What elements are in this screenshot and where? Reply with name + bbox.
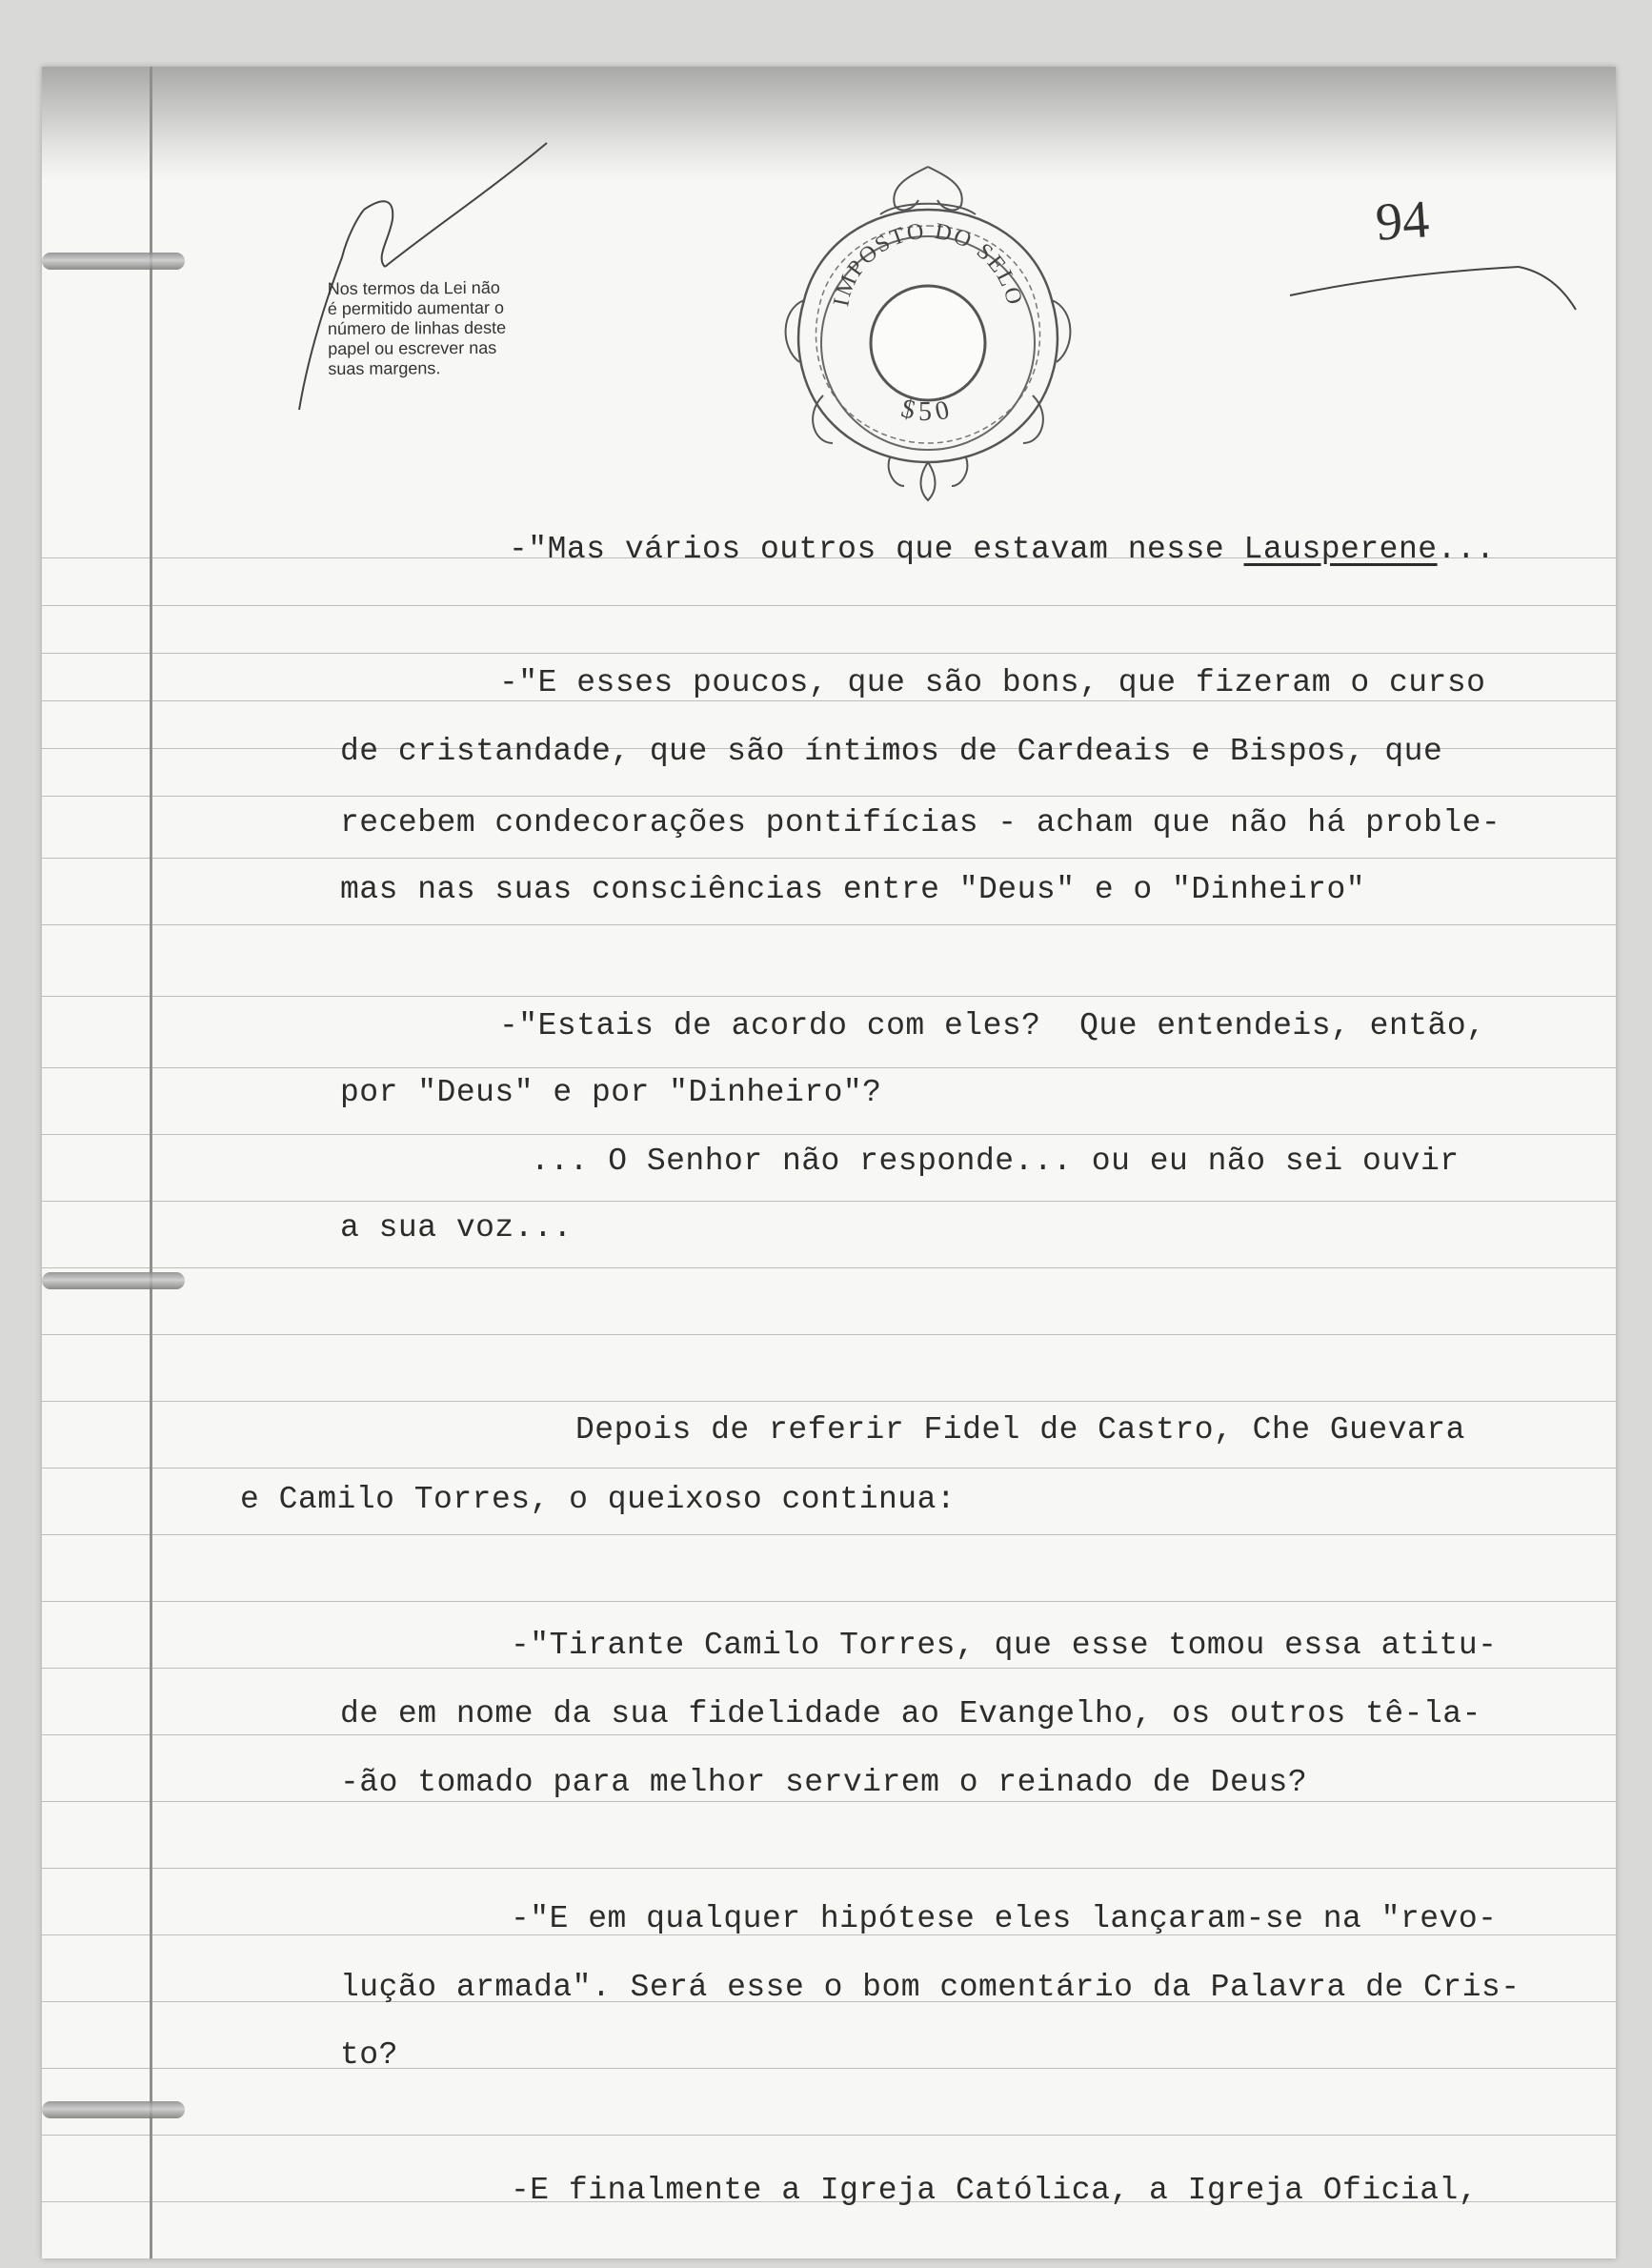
underlined-word: Lausperene: [1243, 532, 1438, 567]
ruled-line: [42, 1134, 1616, 1135]
ruled-line: [42, 1267, 1616, 1268]
stamp-value: $50: [897, 394, 958, 428]
body-line: de em nome da sua fidelidade ao Evangelho, os outros tê-la-: [340, 1696, 1481, 1731]
ruled-line: [42, 653, 1616, 654]
ruled-line: [42, 700, 1616, 701]
body-line: -ão tomado para melhor servirem o reinado de Deus?: [340, 1765, 1308, 1800]
binder-ring-mark: [42, 2101, 185, 2118]
ruled-line: [42, 996, 1616, 997]
notice-line: papel ou escrever nas: [328, 337, 497, 359]
ruled-line: [42, 1601, 1616, 1602]
handwritten-underline-mark: [1280, 229, 1585, 324]
page-number: 94: [1373, 190, 1432, 253]
body-text: ...: [1437, 532, 1496, 567]
ruled-line: [42, 1734, 1616, 1735]
tax-stamp-emblem: [766, 157, 1090, 519]
body-line: a sua voz...: [340, 1210, 573, 1245]
body-line: ... O Senhor não responde... ou eu não sei ouvir: [531, 1144, 1460, 1179]
body-line: Depois de referir Fidel de Castro, Che Guevara: [575, 1412, 1465, 1448]
binder-ring-mark: [42, 1272, 185, 1289]
legal-notice: [328, 277, 614, 379]
body-line: -"Estais de acordo com eles? Que entendeis, então,: [499, 1008, 1486, 1043]
ruled-line: [42, 1334, 1616, 1335]
ruled-line: [42, 2068, 1616, 2069]
ruled-line: [42, 858, 1616, 859]
body-line: -E finalmente a Igreja Católica, a Igreja Oficial,: [511, 2173, 1479, 2208]
ruled-line: [42, 605, 1616, 606]
ruled-line: [42, 1801, 1616, 1802]
margin-line: [150, 67, 152, 2258]
body-line: [509, 532, 1496, 567]
stamp-title: IMPOSTO DO SELO: [829, 218, 1027, 310]
body-line: mas nas suas consciências entre "Deus" e o "Dinheiro": [340, 872, 1366, 907]
document-page: [42, 67, 1616, 2258]
body-line: -"E esses poucos, que são bons, que fizeram o curso: [499, 665, 1486, 700]
ruled-line: [42, 796, 1616, 797]
notice-line: é permitido aumentar o: [327, 297, 505, 319]
notice-line: suas margens.: [328, 358, 441, 379]
body-line: lução armada". Será esse o bom comentário da Palavra de Cris-: [340, 1970, 1521, 2005]
notice-line: Nos termos da Lei não: [327, 277, 500, 299]
body-line: e Camilo Torres, o queixoso continua:: [240, 1482, 957, 1517]
ruled-line: [42, 1067, 1616, 1068]
ruled-line: [42, 1868, 1616, 1869]
body-text: -"Mas vários outros que estavam nesse: [509, 532, 1244, 567]
body-line: -"E em qualquer hipótese eles lançaram-se na "revo-: [511, 1901, 1498, 1936]
svg-text:$50: [898, 394, 957, 427]
body-line: por "Deus" e por "Dinheiro"?: [340, 1075, 882, 1110]
ruled-line: [42, 924, 1616, 925]
body-line: to?: [340, 2037, 398, 2073]
ruled-line: [42, 1401, 1616, 1402]
ruled-line: [42, 1668, 1616, 1669]
body-line: recebem condecorações pontifícias - acham que não há proble-: [340, 805, 1501, 840]
body-line: -"Tirante Camilo Torres, que esse tomou essa atitu-: [511, 1628, 1498, 1663]
ruled-line: [42, 1201, 1616, 1202]
notice-line: número de linhas deste: [327, 317, 507, 339]
binder-ring-mark: [42, 253, 185, 270]
ruled-line: [42, 1534, 1616, 1535]
ruled-line: [42, 2135, 1616, 2136]
body-line: de cristandade, que são íntimos de Cardeais e Bispos, que: [340, 734, 1443, 769]
